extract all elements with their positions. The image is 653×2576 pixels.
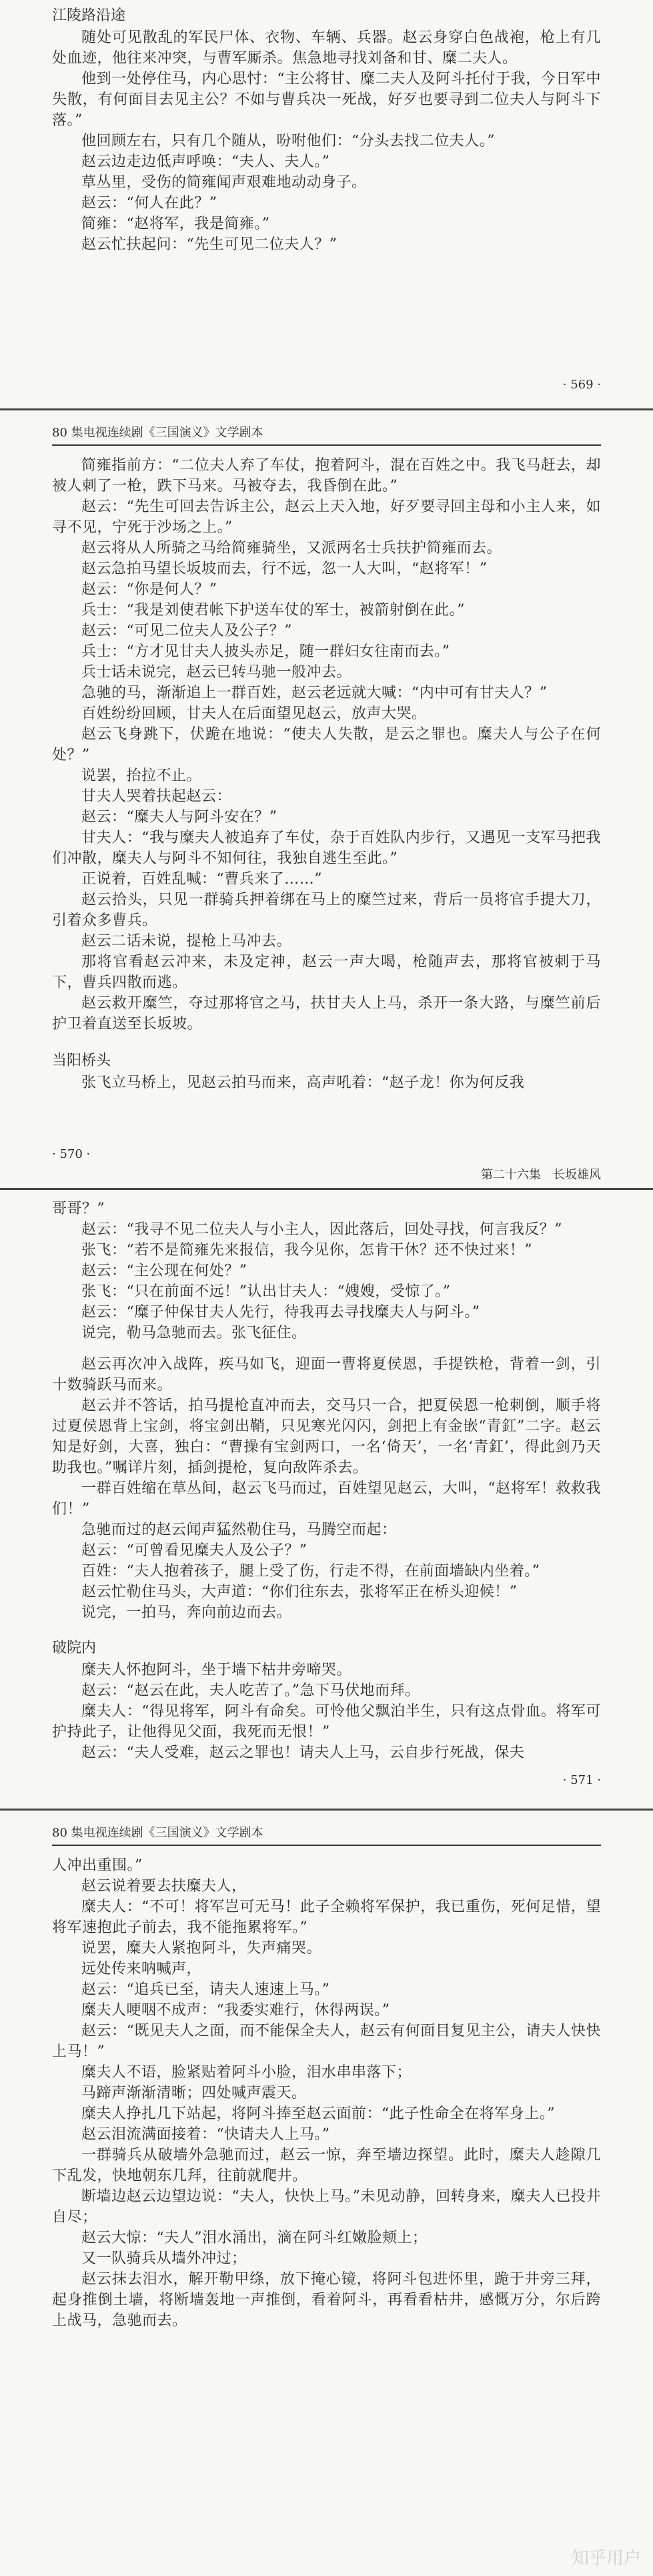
running-header bbox=[52, 424, 601, 446]
paragraph: 断墙边赵云边望边说：“夫人，快快上马。”未见动静，回转身来，糜夫人已投井自尽； bbox=[52, 2188, 601, 2226]
paragraph: 糜夫人怀抱阿斗，坐于墙下枯井旁啼哭。 bbox=[81, 1662, 352, 1678]
paragraph: 赵云：“可见二位夫人及公子？” bbox=[81, 623, 292, 639]
page-divider bbox=[0, 1809, 653, 1811]
paragraph: 兵士：“我是刘使君帐下护送车仗的军士，被箭射倒在此。” bbox=[81, 602, 465, 619]
paragraph: 正说着，百姓乱喊：“曹兵来了……” bbox=[81, 871, 322, 888]
paragraph: 赵云二话未说，提枪上马冲去。 bbox=[81, 933, 292, 950]
paragraph: 赵云：“糜子仲保甘夫人先行，待我再去寻找糜夫人与阿斗。” bbox=[81, 1304, 480, 1321]
paragraph: 人冲出重围。” bbox=[52, 1857, 143, 1874]
paragraph-list bbox=[52, 1660, 601, 1763]
paragraph: 糜夫人：“得见将军，阿斗有命矣。可怜他父飘泊半生，只有这点骨血。将军可护持此子，让他得见父面，我死而无恨！” bbox=[52, 1703, 601, 1740]
paragraph: 赵云将从人所骑之马给简雍骑坐，又派两名士兵扶护简雍而去。 bbox=[81, 540, 502, 557]
paragraph: 赵云忙扶起问：“先生可见二位夫人？” bbox=[81, 236, 338, 253]
running-header bbox=[52, 1825, 601, 1846]
paragraph: 急驰而过的赵云闻声猛然勒住马，马腾空而起： bbox=[81, 1522, 397, 1538]
paragraph-list bbox=[52, 455, 601, 1034]
paragraph: 又一队骑兵从墙外冲过； bbox=[81, 2250, 247, 2267]
paragraph: 赵云飞身跳下，伏跪在地说：“使夫人失散，是云之罪也。糜夫人与公子在何处？” bbox=[52, 726, 601, 763]
paragraph: 一群百姓缩在草丛间，赵云飞马而过，百姓望见赵云，大叫，“赵将军！救救我们！” bbox=[52, 1480, 601, 1518]
paragraph: 随处可见散乱的军民尸体、衣物、车辆、兵器。赵云身穿白色战袍，枪上有几处血迹，他往来冲突，与曹军厮杀。焦急地寻找刘备和甘、糜二夫人。 bbox=[52, 29, 601, 67]
header-book-title: 80 集电视连续剧《三国演义》文学剧本 bbox=[52, 426, 263, 440]
paragraph: 简雍：“赵将军，我是简雍。” bbox=[81, 216, 270, 232]
header-book-title: 80 集电视连续剧《三国演义》文学剧本 bbox=[52, 1826, 263, 1840]
page-572-body bbox=[52, 1855, 601, 2331]
paragraph: 赵云：“既见夫人之面，而不能保全夫人，赵云有何面目复见主公，请夫人快快上马！” bbox=[52, 2023, 601, 2060]
paragraph: 赵云说着要去扶糜夫人， bbox=[81, 1878, 247, 1895]
scene-heading: 当阳桥头 bbox=[52, 1052, 111, 1069]
paragraph: 赵云忙勒住马头，大声道：“你们往东去，张将军正在桥头迎候！” bbox=[81, 1584, 518, 1600]
paragraph: 糜夫人哽咽不成声：“我委实难行，休得两误。” bbox=[81, 2002, 390, 2019]
page-number: · 570 · bbox=[52, 1147, 91, 1161]
paragraph-list bbox=[52, 1855, 601, 2331]
paragraph: 赵云大惊：“夫人”泪水涌出，滴在阿斗红嫩脸颊上； bbox=[81, 2230, 428, 2246]
paragraph: 马蹄声渐渐清晰；四处喊声震天。 bbox=[81, 2085, 307, 2102]
paragraph: 说罢，抬拉不止。 bbox=[81, 767, 202, 784]
paragraph: 赵云：“追兵已至，请夫人速速上马。” bbox=[81, 1981, 330, 1998]
page-571-body bbox=[52, 1199, 601, 1763]
scene-heading: 破院内 bbox=[52, 1640, 97, 1656]
paragraph: 赵云：“你是何人？” bbox=[81, 581, 217, 598]
page-number: · 571 · bbox=[562, 1773, 601, 1787]
page-divider bbox=[0, 408, 653, 410]
page-570-body bbox=[52, 455, 601, 1093]
paragraph: 赵云再次冲入战阵，疾马如飞，迎面一曹将夏侯恩，手提铁枪，背着一剑，引十数骑跃马而来。 bbox=[52, 1356, 601, 1393]
paragraph: 赵云：“可曾看见糜夫人及公子？” bbox=[81, 1542, 307, 1559]
paragraph: 赵云：“糜夫人与阿斗安在？” bbox=[81, 809, 277, 826]
paragraph: 赵云泪流满面接着：“快请夫人上马。” bbox=[81, 2126, 330, 2143]
paragraph-list bbox=[52, 1354, 601, 1623]
paragraph: 赵云抹去泪水，解开勒甲绦，放下掩心镜，将阿斗包进怀里，跪于井旁三拜，起身推倒土墙，将断墙轰地一声推倒，看着阿斗，再看看枯井，感慨万分，尔后跨上战马，急驰而去。 bbox=[52, 2271, 601, 2329]
paragraph: 简雍指前方：“二位夫人弃了车仗，抱着阿斗，混在百姓之中。我飞马赶去，却被人刺了一枪，跌下马来。马被夺去，我昏倒在此。” bbox=[52, 457, 601, 495]
paragraph: 一群骑兵从破墙外急驰而过，赵云一惊，奔至墙边探望。此时，糜夫人趁隙几下乱发，快地朝东几拜，往前就爬井。 bbox=[52, 2147, 601, 2184]
book-page-570 bbox=[0, 414, 653, 1195]
page-569-body bbox=[52, 5, 601, 255]
paragraph-list bbox=[52, 27, 601, 255]
paragraph: 糜夫人挣扎几下站起，将阿斗捧至赵云面前：“此子性命全在将军身上。” bbox=[81, 2106, 555, 2122]
paragraph: 兵士：“方才见甘夫人披头赤足，随一群妇女往南而去。” bbox=[81, 643, 450, 660]
paragraph: 百姓纷纷回顾，甘夫人在后面望见赵云，放声大哭。 bbox=[81, 705, 427, 722]
paragraph: 赵云急拍马望长坂坡而去，行不远，忽一人大叫，“赵将军！” bbox=[81, 561, 488, 577]
header-episode-title: 第二十六集 长坂雄风 bbox=[481, 1168, 601, 1182]
watermark: 知乎用户 bbox=[571, 2549, 641, 2569]
paragraph: 张飞立马桥上，见赵云拍马而来，高声吼着：“赵子龙！你为何反我 bbox=[81, 1074, 525, 1091]
paragraph: 甘夫人：“我与糜夫人被追弃了车仗，杂于百姓队内步行，又遇见一支军马把我们冲散，糜夫人与阿斗不知何往，我独自逃生至此。” bbox=[52, 830, 601, 867]
paragraph: 赵云拾头，只见一群骑兵押着绑在马上的糜竺过来，背后一员将官手提大刀，引着众多曹兵。 bbox=[52, 892, 601, 929]
paragraph: 赵云：“先生可回去告诉主公，赵云上天入地，好歹要寻回主母和小主人来，如寻不见，宁死于沙场之上。” bbox=[52, 499, 601, 536]
book-page-571 bbox=[0, 1195, 653, 1815]
scene-heading: 江陵路沿途 bbox=[52, 7, 126, 24]
paragraph: 哥哥？” bbox=[52, 1201, 105, 1217]
paragraph: 张飞：“只在前面不远！”认出甘夫人：“嫂嫂，受惊了。” bbox=[81, 1283, 451, 1300]
paragraph: 糜夫人不语，脸紧贴着阿斗小脸，泪水串串落下； bbox=[81, 2064, 412, 2081]
page-number: · 569 · bbox=[562, 378, 601, 392]
paragraph: 甘夫人哭着扶起赵云： bbox=[81, 788, 232, 805]
paragraph: 他回顾左右，只有几个随从，吩咐他们：“分头去找二位夫人。” bbox=[81, 133, 495, 149]
paragraph: 糜夫人：“不可！将军岂可无马！此子全赖将军保护，我已重伤，死何足惜，望将军速抱此子前去，我不能拖累将军。” bbox=[52, 1899, 601, 1936]
paragraph: 急驰的马，渐渐追上一群百姓，赵云老远就大喊：“内中可有甘夫人？” bbox=[81, 685, 548, 701]
paragraph: 说完，一拍马，奔向前边而去。 bbox=[81, 1604, 292, 1621]
paragraph: 赵云：“夫人受难，赵云之罪也！请夫人上马，云自步行死战，保夫 bbox=[81, 1744, 525, 1761]
book-page-569 bbox=[0, 0, 653, 414]
paragraph: 那将官看赵云冲来，未及定神，赵云一声大喝，枪随声去，那将官被刺于马下，曹兵四散而逃。 bbox=[52, 954, 601, 991]
book-page-572 bbox=[0, 1815, 653, 2576]
paragraph: 张飞：“若不是简雍先来报信，我今见你，怎肯干休？还不快过来！” bbox=[81, 1242, 532, 1259]
paragraph: 赵云：“主公现在何处？” bbox=[81, 1263, 247, 1279]
paragraph: 赵云并不答话，拍马提枪直冲而去，交马只一合，把夏侯恩一枪刺倒，顺手将过夏侯恩背上宝剑，将宝剑出鞘，只见寒光闪闪，剑把上有金嵌“青釭”二字。赵云知是好剑，大喜，独白：“曹操有宝剑两口，一名‘倚天’，一名‘青釭’，得此剑乃天助我也。”嘱详片刻，插剑提枪，复向敌阵杀去。 bbox=[52, 1397, 601, 1476]
paragraph: 赵云：“我寻不见二位夫人与小主人，因此落后，回处寻找，何言我反？” bbox=[81, 1221, 562, 1238]
paragraph-list bbox=[52, 1199, 601, 1343]
paragraph: 他到一处停住马，内心思忖：“主公将甘、糜二夫人及阿斗托付于我，今日军中失散，有何面目去见主公？不如与曹兵决一死战，好歹也要寻到二位夫人与阿斗下落。” bbox=[52, 71, 601, 129]
running-header-right bbox=[52, 1167, 601, 1187]
page-divider bbox=[0, 1188, 653, 1190]
paragraph: 兵士话未说完，赵云已转马驰一般冲去。 bbox=[81, 664, 352, 681]
paragraph: 百姓：“夫人抱着孩子，腿上受了伤，行走不得，在前面墙缺内坐着。” bbox=[81, 1563, 540, 1580]
paragraph: 远处传来呐喊声， bbox=[81, 1961, 202, 1977]
paragraph: 说罢，糜夫人紧抱阿斗，失声痛哭。 bbox=[81, 1940, 322, 1957]
paragraph: 草丛里，受伤的简雍闻声艰难地动动身子。 bbox=[81, 174, 367, 191]
paragraph: 赵云：“何人在此？” bbox=[81, 195, 217, 212]
paragraph: 说完，勒马急驰而去。张飞征住。 bbox=[81, 1325, 307, 1341]
paragraph: 赵云边走边低声呼唤：“夫人、夫人。” bbox=[81, 153, 330, 170]
paragraph: 赵云救开糜竺，夺过那将官之马，扶甘夫人上马，杀开一条大路，与糜竺前后护卫着直送至长坂坡。 bbox=[52, 995, 601, 1032]
paragraph: 赵云：“赵云在此，夫人吃苦了。”急下马伏地而拜。 bbox=[81, 1682, 420, 1699]
